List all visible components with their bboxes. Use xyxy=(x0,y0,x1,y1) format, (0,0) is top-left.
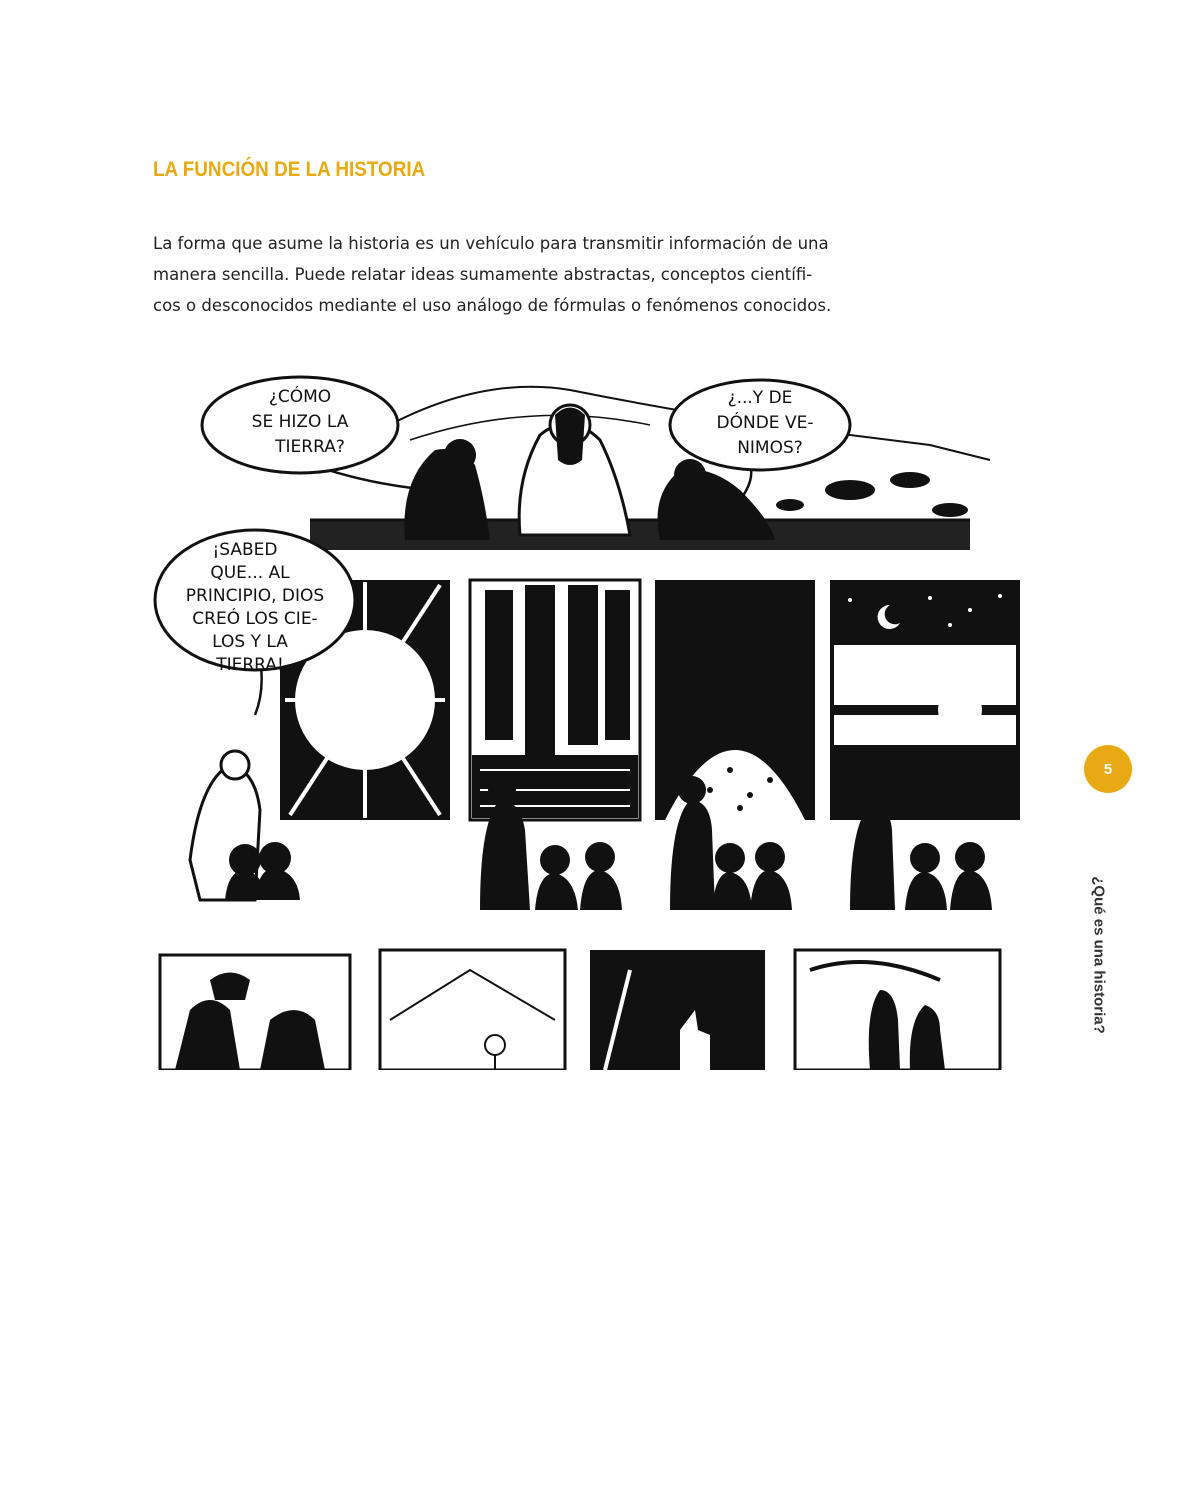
bubble-2-line: DÓNDE VE- xyxy=(716,413,814,433)
speech-bubble-1 xyxy=(202,377,412,488)
page-number-badge: 5 xyxy=(1084,745,1132,793)
running-title: ¿Qué es una historia? xyxy=(1090,876,1108,1034)
bubble-3-line: ¡SABED xyxy=(212,540,278,560)
section-heading: LA FUNCIÓN DE LA HISTORIA xyxy=(153,158,426,181)
comic-illustration xyxy=(150,370,1030,1070)
panel-row-2 xyxy=(160,950,1000,1070)
bubble-3-line: LOS Y LA xyxy=(212,632,288,652)
panel-row-1 xyxy=(280,580,1020,820)
intro-paragraph xyxy=(153,228,853,321)
paragraph-line: La forma que asume la historia es un vehículo para transmitir información de una xyxy=(153,234,829,253)
bubble-2-line: ¿...Y DE xyxy=(727,388,793,408)
bubble-2-line: NIMOS? xyxy=(737,438,803,458)
bubble-3-line: CREÓ LOS CIE- xyxy=(192,609,318,629)
bubble-3-line: QUE... AL xyxy=(210,563,290,583)
bubble-1-line: TIERRA? xyxy=(275,437,345,457)
bubble-1-line: SE HIZO LA xyxy=(251,412,349,432)
bubble-3-line: PRINCIPIO, DIOS xyxy=(185,586,325,606)
paragraph-line: manera sencilla. Puede relatar ideas sumamente abstractas, conceptos científi- xyxy=(153,265,813,284)
bubble-3-line: TIERRA! xyxy=(216,655,284,675)
bubble-1-line: ¿CÓMO xyxy=(268,387,332,407)
paragraph-line: cos o desconocidos mediante el uso análogo de fórmulas o fenómenos conocidos. xyxy=(153,296,832,315)
top-scene xyxy=(310,387,990,550)
